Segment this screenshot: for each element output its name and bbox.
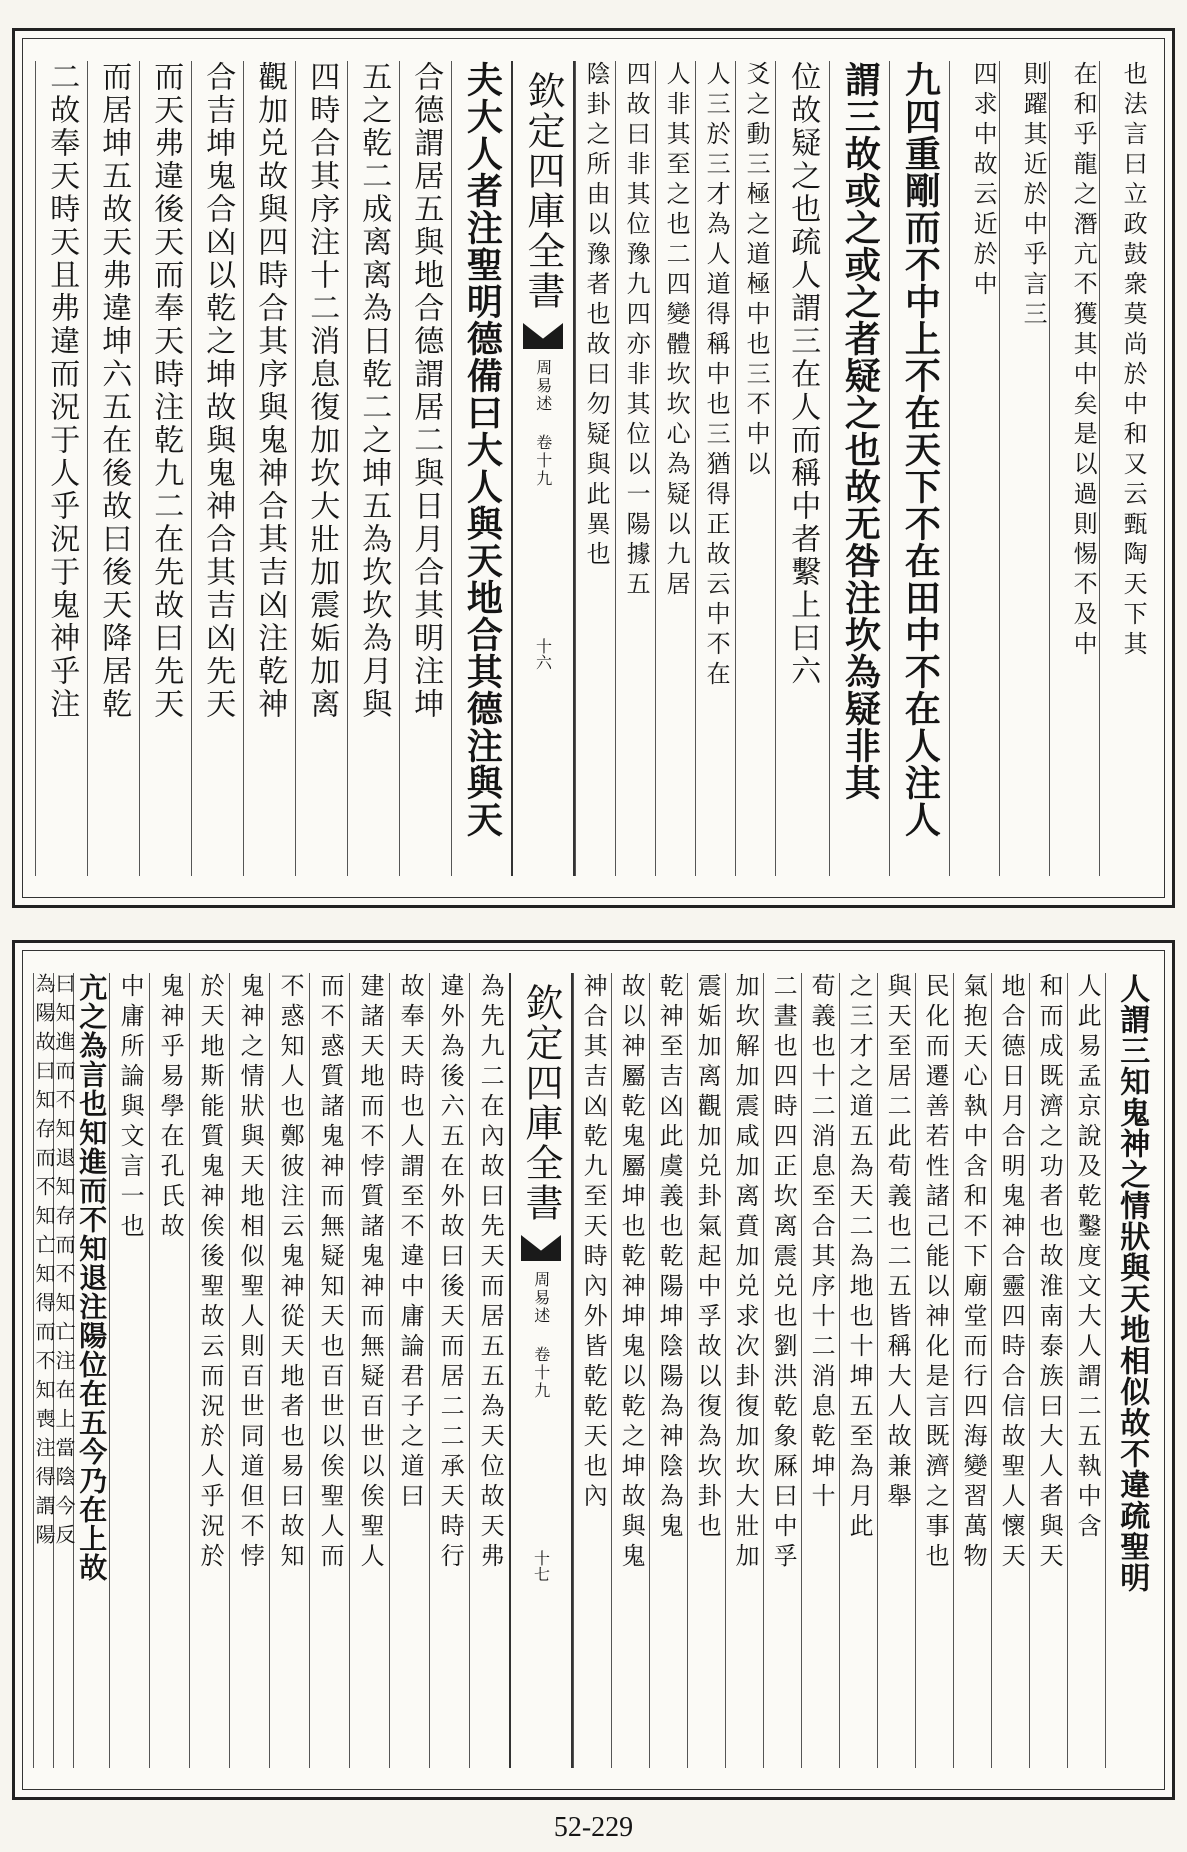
column-text: 與天至居二此荀義也二五皆稱大人故兼舉 xyxy=(883,973,912,1513)
text-column xyxy=(687,973,725,1768)
column-text: 和而成既濟之功者也故淮南泰族曰大人者與天 xyxy=(1035,973,1064,1573)
text-column xyxy=(139,61,191,876)
text-column xyxy=(725,973,763,1768)
column-text: 故以神屬乾鬼屬坤也乾神坤鬼以乾之坤故與鬼 xyxy=(617,973,646,1573)
text-column xyxy=(949,61,1015,876)
column-text: 地合德日月合明鬼神合靈四時合信故聖人懷天 xyxy=(997,973,1026,1573)
text-column xyxy=(1067,973,1105,1768)
column-text: 故奉天時也人謂至不違中庸論君子之道曰 xyxy=(396,973,425,1513)
text-column xyxy=(469,973,509,1768)
column-text: 謂三故或之或之者疑之也故无咎注坎為疑非其 xyxy=(839,61,882,801)
text-column xyxy=(953,973,991,1768)
text-column xyxy=(575,61,615,876)
text-column xyxy=(389,973,429,1768)
column-text: 荀義也十二消息至合其序十二消息乾坤十 xyxy=(807,973,836,1513)
text-column xyxy=(889,61,949,876)
column-text: 人此易孟京說及乾鑿度文大人謂二五執中含 xyxy=(1073,973,1102,1543)
text-column xyxy=(229,973,269,1768)
column-text: 乾神至吉凶此虞義也乾陽坤陰陽為神陰為鬼 xyxy=(655,973,684,1543)
center-strip xyxy=(511,61,575,876)
column-text: 也法言曰立政鼓衆莫尚於中和又云甄陶天下其 xyxy=(1119,61,1148,661)
text-column xyxy=(615,61,655,876)
text-column xyxy=(611,973,649,1768)
column-text: 九四重剛而不中上不在天下不在田中不在人注人 xyxy=(899,61,942,838)
column-text: 於天地斯能質鬼神俟後聖故云而況於人乎況於 xyxy=(196,973,225,1573)
text-column xyxy=(32,973,56,1768)
text-column xyxy=(35,61,87,876)
text-column xyxy=(877,973,915,1768)
text-column xyxy=(191,61,243,876)
text-column xyxy=(309,973,349,1768)
column-text: 夫大人者注聖明德備曰大人與天地合其德注與天 xyxy=(461,61,504,838)
column-text: 二晝也四時四正坎离震兑也劉洪乾象厤曰中孚 xyxy=(769,973,798,1573)
column-text: 曰知進而不知退知存而不知亡注在上當陰今反 xyxy=(52,973,76,1553)
column-text: 違外為後六五在外故曰後天而居二二承天時行 xyxy=(436,973,465,1573)
text-column xyxy=(243,61,295,876)
column-text: 人非其至之也二四變體坎坎心為疑以九居 xyxy=(662,61,691,601)
text-column xyxy=(109,973,149,1768)
text-column xyxy=(991,973,1029,1768)
text-column xyxy=(1105,973,1157,1768)
text-column xyxy=(149,973,189,1768)
leaf-number: 十七 xyxy=(531,1550,551,1582)
text-column xyxy=(695,61,735,876)
column-text: 四求中故云近於中 xyxy=(969,61,998,301)
fish-tail-icon xyxy=(523,323,563,349)
book-title: 欽定四庫全書 xyxy=(521,71,565,311)
text-column xyxy=(73,973,109,1768)
column-text: 中庸所論與文言一也 xyxy=(116,973,145,1243)
text-column xyxy=(347,61,399,876)
column-text: 而居坤五故天弗違坤六五在後故曰後天降居乾 xyxy=(96,61,132,721)
text-column xyxy=(573,973,611,1768)
page-number: 52-229 xyxy=(553,1812,634,1843)
text-column xyxy=(649,973,687,1768)
text-column xyxy=(399,61,451,876)
column-text: 氣抱天心執中含和不下廟堂而行四海變習萬物 xyxy=(959,973,988,1573)
text-column xyxy=(915,973,953,1768)
text-column xyxy=(451,61,511,876)
volume-label: 周易述 卷十九 xyxy=(533,359,553,488)
volume-label: 周易述 卷十九 xyxy=(531,1271,551,1400)
text-column xyxy=(269,973,309,1768)
column-text: 在和乎龍之潛亢不獲其中矣是以過則惕不及中 xyxy=(1069,61,1098,661)
column-text: 人三於三才為人道得稱中也三猶得正故云中不在 xyxy=(702,61,731,691)
text-column xyxy=(829,61,889,876)
column-text: 亢之為言也知進而不知退注陽位在五今乃在上故 xyxy=(75,973,109,1582)
text-column xyxy=(349,973,389,1768)
book-title: 欽定四庫全書 xyxy=(519,983,563,1223)
column-text: 則躍其近於中乎言三 xyxy=(1019,61,1048,331)
column-text: 為陽故曰知存而不知亡知得而不知喪注得謂陽 xyxy=(32,973,56,1553)
column-text: 觀加兑故與四時合其序與鬼神合其吉凶注乾神 xyxy=(252,61,288,721)
column-text: 合德謂居五與地合德謂居二與日月合其明注坤 xyxy=(408,61,444,721)
text-column xyxy=(1029,973,1067,1768)
text-column xyxy=(801,973,839,1768)
column-text: 位故疑之也疏人謂三在人而稱中者繫上曰六 xyxy=(785,61,821,688)
column-text: 四時合其序注十二消息復加坎大壯加震姤加离 xyxy=(304,61,340,721)
column-text: 加坎解加震咸加离賁加兑求次卦復加坎大壯加 xyxy=(731,973,760,1573)
column-text: 四故曰非其位豫九四亦非其位以一陽據五 xyxy=(622,61,651,601)
text-column xyxy=(775,61,829,876)
column-text: 為先九二在內故曰先天而居五五為天位故天弗 xyxy=(476,973,505,1573)
text-column xyxy=(735,61,775,876)
text-column xyxy=(655,61,695,876)
column-text: 陰卦之所由以豫者也故曰勿疑與此異也 xyxy=(582,61,611,571)
top-page xyxy=(12,28,1175,908)
center-strip xyxy=(509,973,573,1768)
text-column xyxy=(52,973,76,1768)
column-text: 五之乾二成离离為日乾二之坤五為坎坎為月與 xyxy=(356,61,392,721)
column-text: 建諸天地而不悖質諸鬼神而無疑百世以俟聖人 xyxy=(356,973,385,1573)
bottom-page xyxy=(12,940,1175,1800)
text-column xyxy=(429,973,469,1768)
column-text: 民化而遷善若性諸己能以神化是言既濟之事也 xyxy=(921,973,950,1573)
column-text: 震姤加离觀加兑卦氣起中孚故以復為坎卦也 xyxy=(693,973,722,1543)
column-text: 而不惑質諸鬼神而無疑知天也百世以俟聖人而 xyxy=(316,973,345,1573)
fish-tail-icon xyxy=(521,1235,561,1261)
column-text: 鬼神之情狀與天地相似聖人則百世同道但不悖 xyxy=(236,973,265,1573)
column-text: 之三才之道五為天二為地也十坤五至為月此 xyxy=(845,973,874,1543)
column-text: 鬼神乎易學在孔氏故 xyxy=(156,973,185,1243)
column-text: 而天弗違後天而奉天時注乾九二在先故曰先天 xyxy=(148,61,184,721)
text-column xyxy=(763,973,801,1768)
text-column xyxy=(839,973,877,1768)
text-column xyxy=(189,973,229,1768)
text-column xyxy=(295,61,347,876)
column-text: 合吉坤鬼合凶以乾之坤故與鬼神合其吉凶先天 xyxy=(200,61,236,721)
column-text: 二故奉天時天且弗違而況于人乎況于鬼神乎注 xyxy=(44,61,80,721)
text-column xyxy=(87,61,139,876)
column-text: 神合其吉凶乾九至天時內外皆乾乾天也內 xyxy=(579,973,608,1513)
leaf-number: 十六 xyxy=(533,638,553,670)
column-text: 人謂三知鬼神之情狀與天地相似故不違疏聖明 xyxy=(1114,973,1150,1593)
column-text: 不惑知人也鄭彼注云鬼神從天地者也易曰故知 xyxy=(276,973,305,1573)
column-text: 爻之動三極之道極中也三不中以 xyxy=(742,61,771,481)
